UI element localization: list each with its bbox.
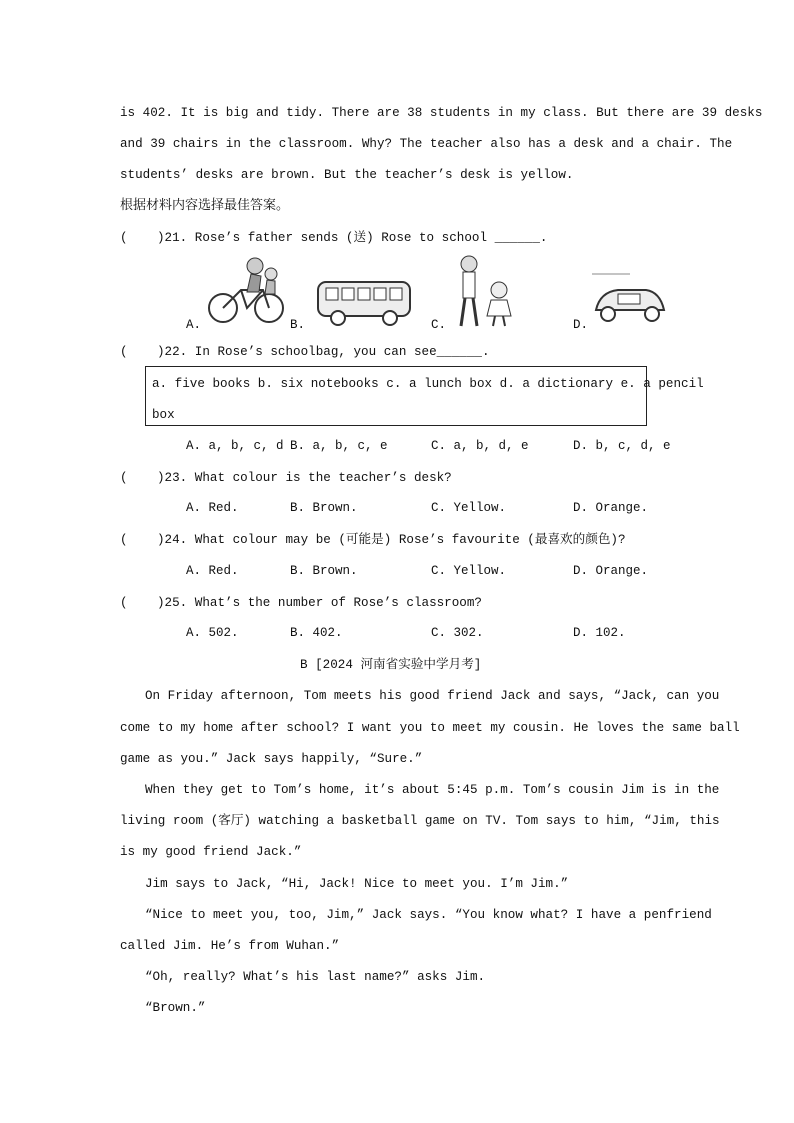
passage-b-line-4: When they get to Tom’s home, it’s about 5:45 p.m. Tom’s cousin Jim is in the <box>145 783 720 797</box>
q23-option-a[interactable]: A. Red. <box>186 501 239 515</box>
q25-option-b[interactable]: B. 402. <box>290 626 343 640</box>
q24-option-a[interactable]: A. Red. <box>186 564 239 578</box>
q22-option-c[interactable]: C. a, b, d, e <box>431 439 529 453</box>
question-23-paren[interactable]: ( <box>120 471 128 485</box>
q22-option-b[interactable]: B. a, b, c, e <box>290 439 388 453</box>
bicycle-picture <box>207 254 285 326</box>
passage-b-line-9: called Jim. He’s from Wuhan.” <box>120 939 340 953</box>
question-24-paren[interactable]: ( <box>120 533 128 547</box>
question-22-paren[interactable]: ( <box>120 345 128 359</box>
passage-b-line-11: “Brown.” <box>145 1001 206 1015</box>
answer-paren[interactable]: ( <box>120 231 128 245</box>
q24-option-b[interactable]: B. Brown. <box>290 564 358 578</box>
bus-picture <box>316 276 412 328</box>
q22-option-d[interactable]: D. b, c, d, e <box>573 439 671 453</box>
question-25-text: )25. What’s the number of Rose’s classroom? <box>157 596 482 610</box>
passage-b-line-1: On Friday afternoon, Tom meets his good friend Jack and says, “Jack, can you <box>145 689 720 703</box>
q25-option-a[interactable]: A. 502. <box>186 626 239 640</box>
box-line-1: a. five books b. six notebooks c. a lunch box d. a dictionary e. a pencil <box>152 377 704 391</box>
section-b-title: B [2024 河南省实验中学月考] <box>300 658 482 672</box>
passage-b-line-8: “Nice to meet you, too, Jim,” Jack says. “You know what? I have a penfriend <box>145 908 712 922</box>
q23-option-d[interactable]: D. Orange. <box>573 501 649 515</box>
q24-option-c[interactable]: C. Yellow. <box>431 564 507 578</box>
question-21-text: )21. Rose’s father sends (送) Rose to school ______. <box>157 231 548 245</box>
q23-option-c[interactable]: C. Yellow. <box>431 501 507 515</box>
box-line-2: box <box>152 408 175 422</box>
car-picture <box>590 270 668 328</box>
passage-a-line-3: students’ desks are brown. But the teacher’s desk is yellow. <box>120 168 574 182</box>
passage-b-line-3: game as you.” Jack says happily, “Sure.” <box>120 752 423 766</box>
question-23-text: )23. What colour is the teacher’s desk? <box>157 471 452 485</box>
passage-b-line-2: come to my home after school? I want you to meet my cousin. He loves the same ball <box>120 721 740 735</box>
q25-option-d[interactable]: D. 102. <box>573 626 626 640</box>
question-24-text: )24. What colour may be (可能是) Rose’s favourite (最喜欢的颜色)? <box>157 533 626 547</box>
q21-option-d[interactable]: D. <box>573 318 589 332</box>
passage-a-line-1: is 402. It is big and tidy. There are 38 students in my class. But there are 39 desks <box>120 106 763 120</box>
q21-option-c[interactable]: C. <box>431 318 447 332</box>
instruction: 根据材料内容选择最佳答案。 <box>120 198 290 213</box>
passage-a-line-2: and 39 chairs in the classroom. Why? The teacher also has a desk and a chair. The <box>120 137 733 151</box>
passage-b-line-6: is my good friend Jack.” <box>120 845 302 859</box>
passage-b-line-7: Jim says to Jack, “Hi, Jack! Nice to meet you. I’m Jim.” <box>145 877 569 891</box>
question-21 <box>120 230 128 246</box>
question-22-text: )22. In Rose’s schoolbag, you can see______. <box>157 345 490 359</box>
q21-option-a[interactable]: A. <box>186 318 202 332</box>
q25-option-c[interactable]: C. 302. <box>431 626 484 640</box>
passage-b-line-10: “Oh, really? What’s his last name?” asks Jim. <box>145 970 486 984</box>
question-25-paren[interactable]: ( <box>120 596 128 610</box>
schoolbag-items-box <box>145 366 647 426</box>
q22-option-a[interactable]: A. a, b, c, d <box>186 439 284 453</box>
passage-b-line-5: living room (客厅) watching a basketball game on TV. Tom says to him, “Jim, this <box>120 814 720 828</box>
q24-option-d[interactable]: D. Orange. <box>573 564 649 578</box>
q21-option-b[interactable]: B. <box>290 318 306 332</box>
q23-option-b[interactable]: B. Brown. <box>290 501 358 515</box>
walking-picture <box>455 254 519 330</box>
